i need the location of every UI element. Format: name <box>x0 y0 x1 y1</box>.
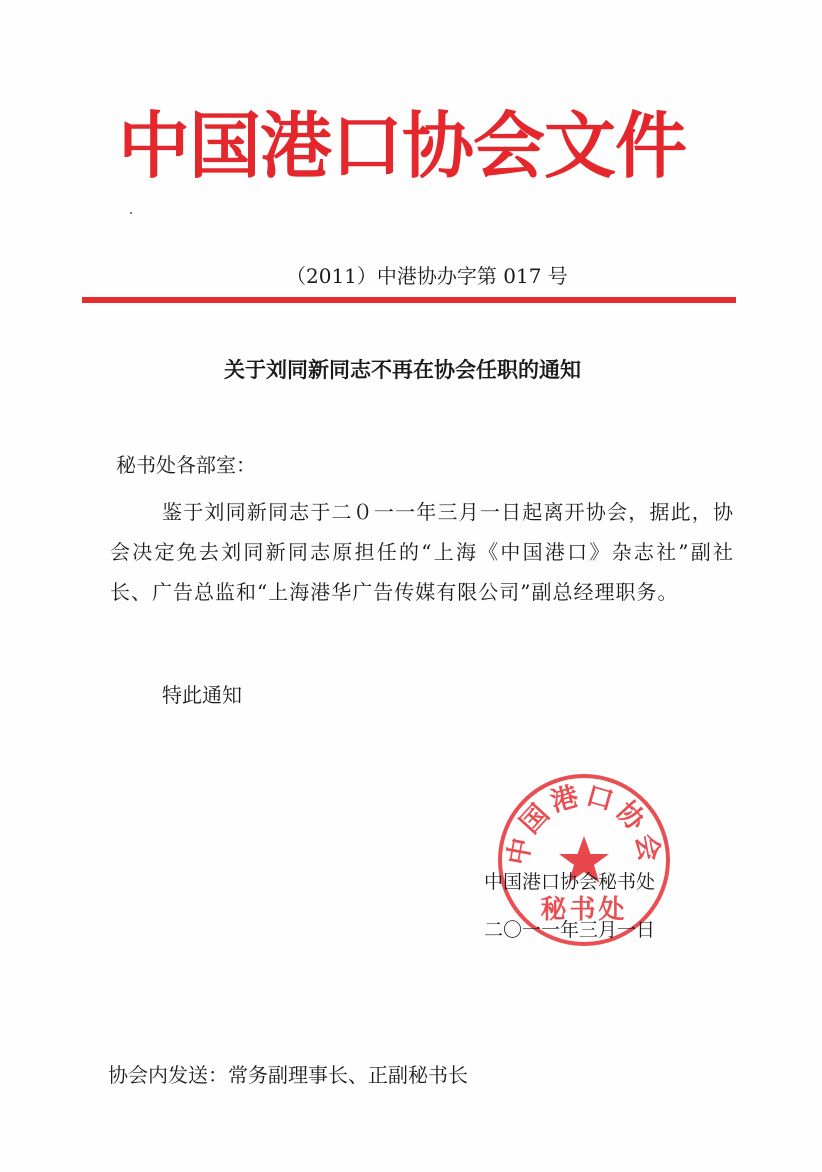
closing-phrase: 特此通知 <box>162 683 242 707</box>
salutation: 秘书处各部室： <box>116 453 256 477</box>
document-number: （2011）中港协办字第 017 号 <box>286 264 568 288</box>
red-divider-line <box>82 297 736 303</box>
scan-speck <box>130 212 132 214</box>
distribution-list: 协会内发送：常务副理事长、正副秘书长 <box>108 1063 468 1087</box>
notice-body <box>110 492 734 612</box>
svg-text:秘书处: 秘书处 <box>540 895 628 925</box>
body-paragraph: 鉴于刘同新同志于二０一一年三月一日起离开协会，据此，协会决定免去刘同新同志原担任的“上海《中国港口》杂志社”副社长、广告总监和“上海港华广告传媒有限公司”副总经理职务。 <box>110 500 734 604</box>
issue-date: 二〇一一年三月一日 <box>484 919 656 941</box>
document-masthead: 中国港口协会文件 <box>118 104 687 188</box>
svg-text:中国港口协会: 中国港口协会 <box>502 780 666 868</box>
issuer-name: 中国港口协会秘书处 <box>484 871 656 893</box>
notice-title: 关于刘同新同志不再在协会任职的通知 <box>224 357 581 382</box>
